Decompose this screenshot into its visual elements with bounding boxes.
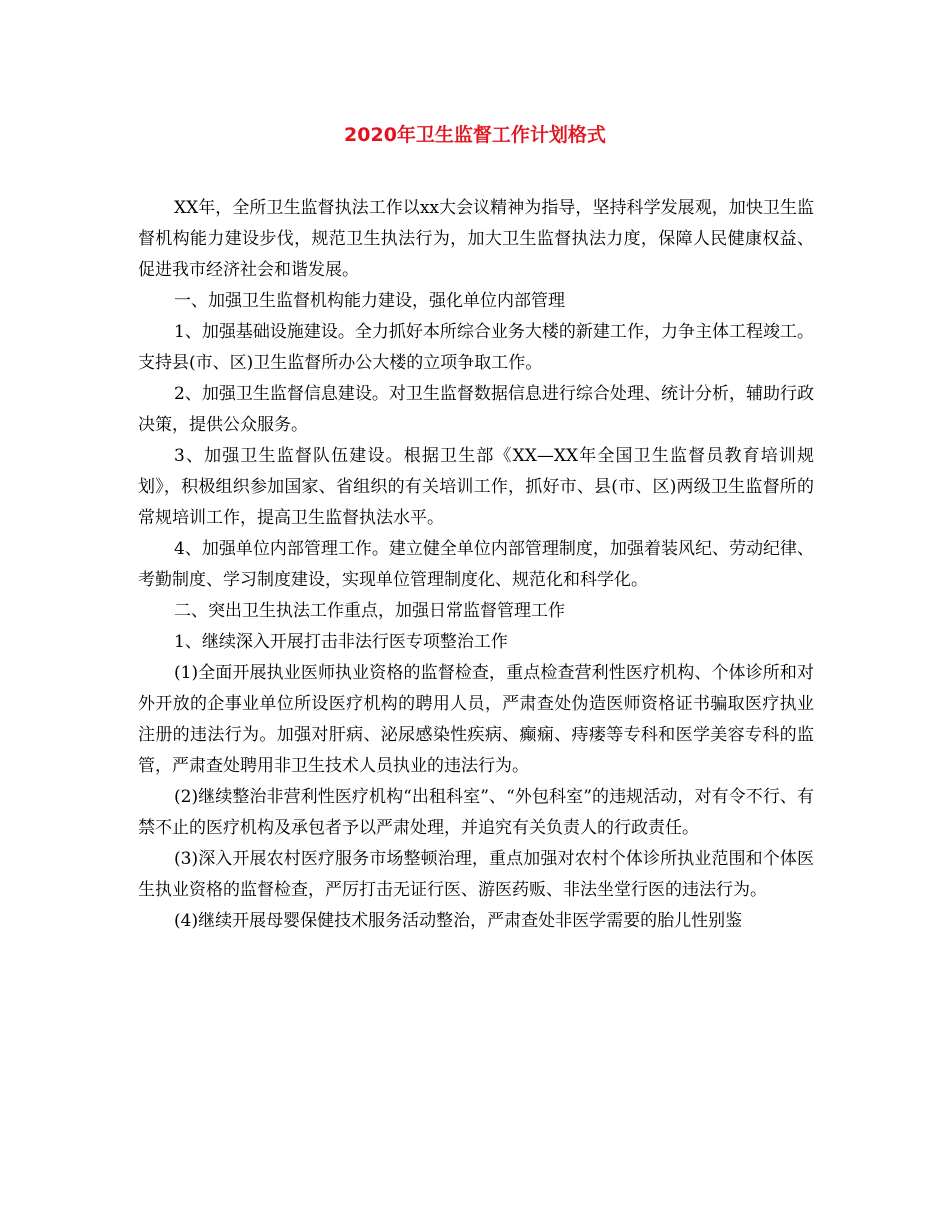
paragraph-1-1: 1、加强基础设施建设。全力抓好本所综合业务大楼的新建工作，力争主体工程竣工。支持县(市、区)卫生监督所办公大楼的立项争取工作。 <box>138 322 814 373</box>
paragraph-2-1-2: (2)继续整治非营利性医疗机构“出租科室”、“外包科室”的违规活动，对有令不行、有禁不止的医疗机构及承包者予以严肃处理，并追究有关负责人的行政责任。 <box>138 787 814 838</box>
paragraph-1-3: 3、加强卫生监督队伍建设。根据卫生部《XX—XX年全国卫生监督员教育培训规划》，积极组织参加国家、省组织的有关培训工作，抓好市、县(市、区)两级卫生监督所的常规培训工作，提高卫生监督执法水平。 <box>138 446 814 528</box>
subsection-heading-2-1: 1、继续深入开展打击非法行医专项整治工作 <box>174 632 508 652</box>
paragraph-2-1-1: (1)全面开展执业医师执业资格的监督检查，重点检查营利性医疗机构、个体诊所和对外开放的企事业单位所设医疗机构的聘用人员，严肃查处伪造医师资格证书骗取医疗执业注册的违法行为。加强对肝病、泌尿感染性疾病、癫痫、痔瘘等专科和医学美容专科的监管，严肃查处聘用非卫生技术人员执业的违法行为。 <box>138 663 814 776</box>
paragraph-2-1-3: (3)深入开展农村医疗服务市场整顿治理，重点加强对农村个体诊所执业范围和个体医生执业资格的监督检查，严厉打击无证行医、游医药贩、非法坐堂行医的违法行为。 <box>138 849 814 900</box>
document-body <box>138 193 814 937</box>
paragraph-1-2: 2、加强卫生监督信息建设。对卫生监督数据信息进行综合处理、统计分析，辅助行政决策，提供公众服务。 <box>138 384 814 435</box>
section-heading-2: 二、突出卫生执法工作重点，加强日常监督管理工作 <box>174 601 565 621</box>
paragraph-2-1-4: (4)继续开展母婴保健技术服务活动整治，严肃查处非医学需要的胎儿性别鉴 <box>174 911 743 931</box>
paragraph-intro: XX年，全所卫生监督执法工作以xx大会议精神为指导，坚持科学发展观，加快卫生监督机构能力建设步伐，规范卫生执法行为，加大卫生监督执法力度，保障人民健康权益、促进我市经济社会和谐发展。 <box>138 198 814 280</box>
paragraph-1-4: 4、加强单位内部管理工作。建立健全单位内部管理制度，加强着装风纪、劳动纪律、考勤制度、学习制度建设，实现单位管理制度化、规范化和科学化。 <box>138 539 814 590</box>
section-heading-1: 一、加强卫生监督机构能力建设，强化单位内部管理 <box>174 291 565 311</box>
document-title: 2020年卫生监督工作计划格式 <box>344 124 606 146</box>
